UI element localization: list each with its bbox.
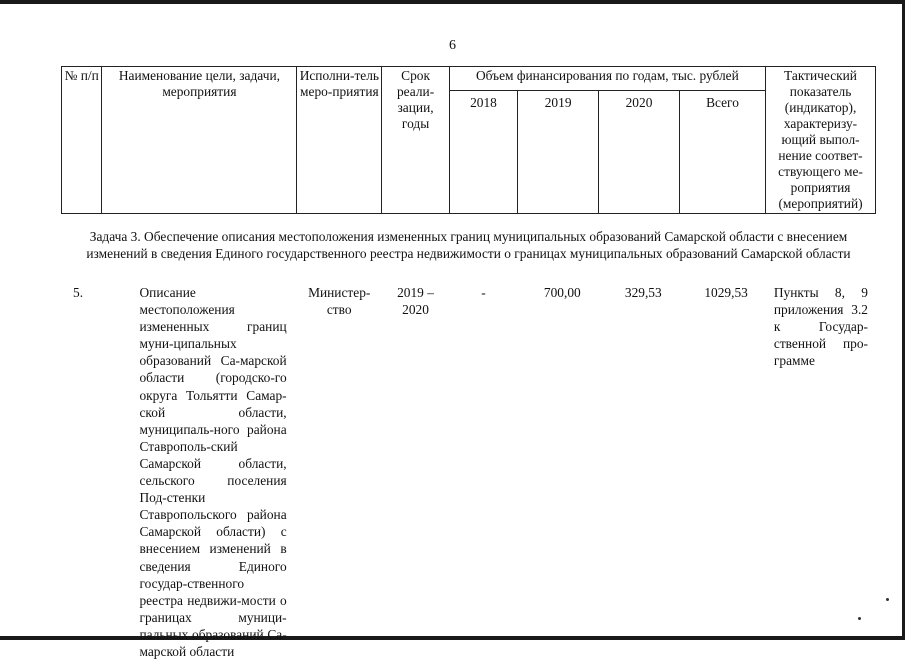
table-body	[61, 284, 876, 660]
header-term: Срок реали-зации, годы	[382, 67, 449, 214]
header-no: № п/п	[62, 67, 102, 214]
task-heading: Задача 3. Обеспечение описания местоположения измененных границ муниципальных образований Самарской области с внесением изменений в сведения Единого государственного реестра недвижимости о границах муниципальных образований Самарской области	[86, 229, 851, 261]
page-number: 6	[449, 38, 456, 53]
scan-speck	[886, 598, 889, 601]
row-total: 1029,53	[704, 285, 748, 300]
row-2018: -	[481, 285, 486, 300]
scan-speck	[858, 617, 861, 620]
scan-top-border	[0, 0, 905, 4]
header-total: Всего	[679, 91, 765, 214]
header-name: Наименование цели, задачи, мероприятия	[102, 67, 297, 214]
header-year-2018: 2018	[449, 91, 517, 214]
table-row	[61, 284, 876, 660]
row-indicator: Пункты 8, 9 приложения 3.2 к Государ-ственной про-грамме	[773, 285, 868, 369]
header-executor: Исполни-тель меро-приятия	[297, 67, 382, 214]
row-executor: Министер-ство	[308, 285, 371, 318]
header-indicator: Тактический показатель (индикатор), характеризу-ющий выпол-нение соответ-ствующего ме-роприятия (мероприятий)	[766, 67, 876, 214]
header-year-2019: 2019	[518, 91, 599, 214]
row-number: 5.	[73, 285, 84, 300]
row-2019: 700,00	[543, 285, 581, 300]
row-2020: 329,53	[624, 285, 662, 300]
header-funding: Объем финансирования по годам, тыс. рублей	[449, 67, 765, 91]
table-header	[61, 66, 876, 214]
row-term: 2019 – 2020	[397, 285, 434, 318]
header-year-2020: 2020	[599, 91, 680, 214]
row-activity-name: Описание местоположения измененных границ муни-ципальных образований Са-марской области (городско-го округа Тольятти Самар-ской области, муниципаль-ного района Ставрополь-ский Самарской области, сельского поселения Под-стенки Ставропольского района Самарской области) с внесением изменений в сведения Единого государ-ственного реестра недвижи-мости о границах муници-пальных образований Са-марской области	[139, 285, 287, 659]
